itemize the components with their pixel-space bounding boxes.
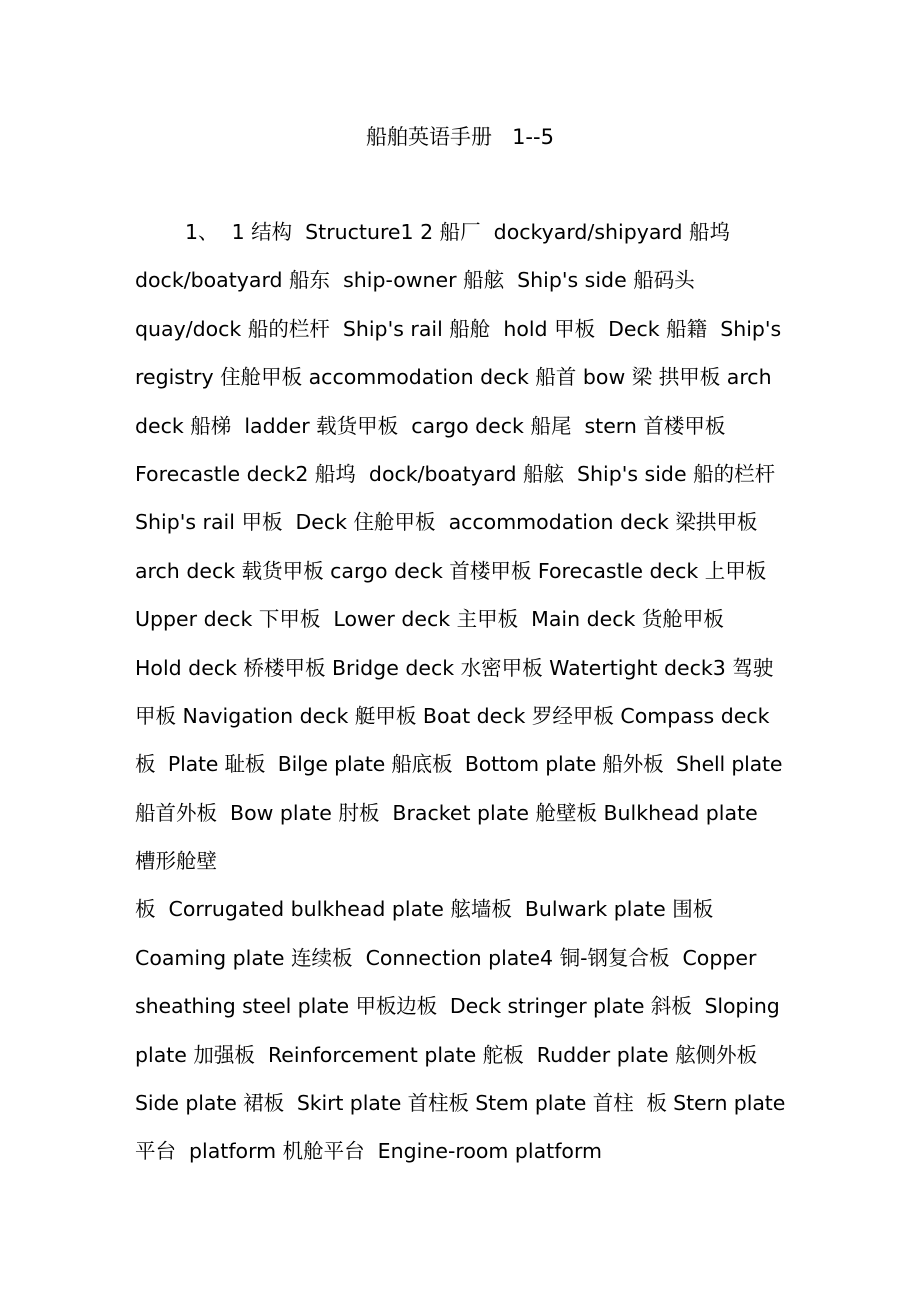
document-body (135, 216, 785, 1184)
text-line: Ship's rail 甲板 Deck 住舱甲板 accommodation deck 梁拱甲板 (135, 510, 758, 535)
text-line: sheathing steel plate 甲板边板 Deck stringer plate 斜板 Sloping (135, 994, 780, 1019)
text-line: arch deck 载货甲板 cargo deck 首楼甲板 Forecastle deck 上甲板 (135, 558, 767, 583)
text-line: Coaming plate 连续板 Connection plate4 铜-钢复合板 Copper (135, 945, 757, 970)
text-line: registry 住舱甲板 accommodation deck 船首 bow 梁 拱甲板 arch (135, 365, 772, 390)
text-line: 槽形舱壁 (135, 849, 217, 874)
text-line: 1、 1 结构 Structure1 2 船厂 dockyard/shipyard 船坞 (185, 220, 731, 244)
text-line: plate 加强板 Reinforcement plate 舵板 Rudder plate 舷侧外板 (135, 1042, 758, 1067)
text-line: Upper deck 下甲板 Lower deck 主甲板 Main deck 货舱甲板 (135, 607, 724, 632)
text-line: 甲板 Navigation deck 艇甲板 Boat deck 罗经甲板 Compass deck (135, 703, 770, 728)
text-line: Side plate 裙板 Skirt plate 首柱板 Stem plate 首柱 板 Stern plate (135, 1091, 786, 1116)
text-line: Hold deck 桥楼甲板 Bridge deck 水密甲板 Watertight deck3 驾驶 (135, 655, 774, 680)
text-line: Forecastle deck2 船坞 dock/boatyard 船舷 Ship's side 船的栏杆 (135, 461, 776, 486)
text-line: quay/dock 船的栏杆 Ship's rail 船舱 hold 甲板 Deck 船籍 Ship's (135, 316, 782, 341)
document-title: 船舶英语手册 1--5 (366, 125, 554, 149)
text-line: deck 船梯 ladder 载货甲板 cargo deck 船尾 stern 首楼甲板 (135, 413, 726, 438)
text-line: 船首外板 Bow plate 肘板 Bracket plate 舱壁板 Bulkhead plate (135, 800, 758, 825)
text-line: 板 Corrugated bulkhead plate 舷墙板 Bulwark plate 围板 (135, 897, 714, 922)
text-line: dock/boatyard 船东 ship-owner 船舷 Ship's side 船码头 (135, 268, 695, 293)
text-line: 板 Plate 耻板 Bilge plate 船底板 Bottom plate 船外板 Shell plate (135, 752, 783, 777)
text-line: 平台 platform 机舱平台 Engine-room platform (135, 1139, 602, 1164)
